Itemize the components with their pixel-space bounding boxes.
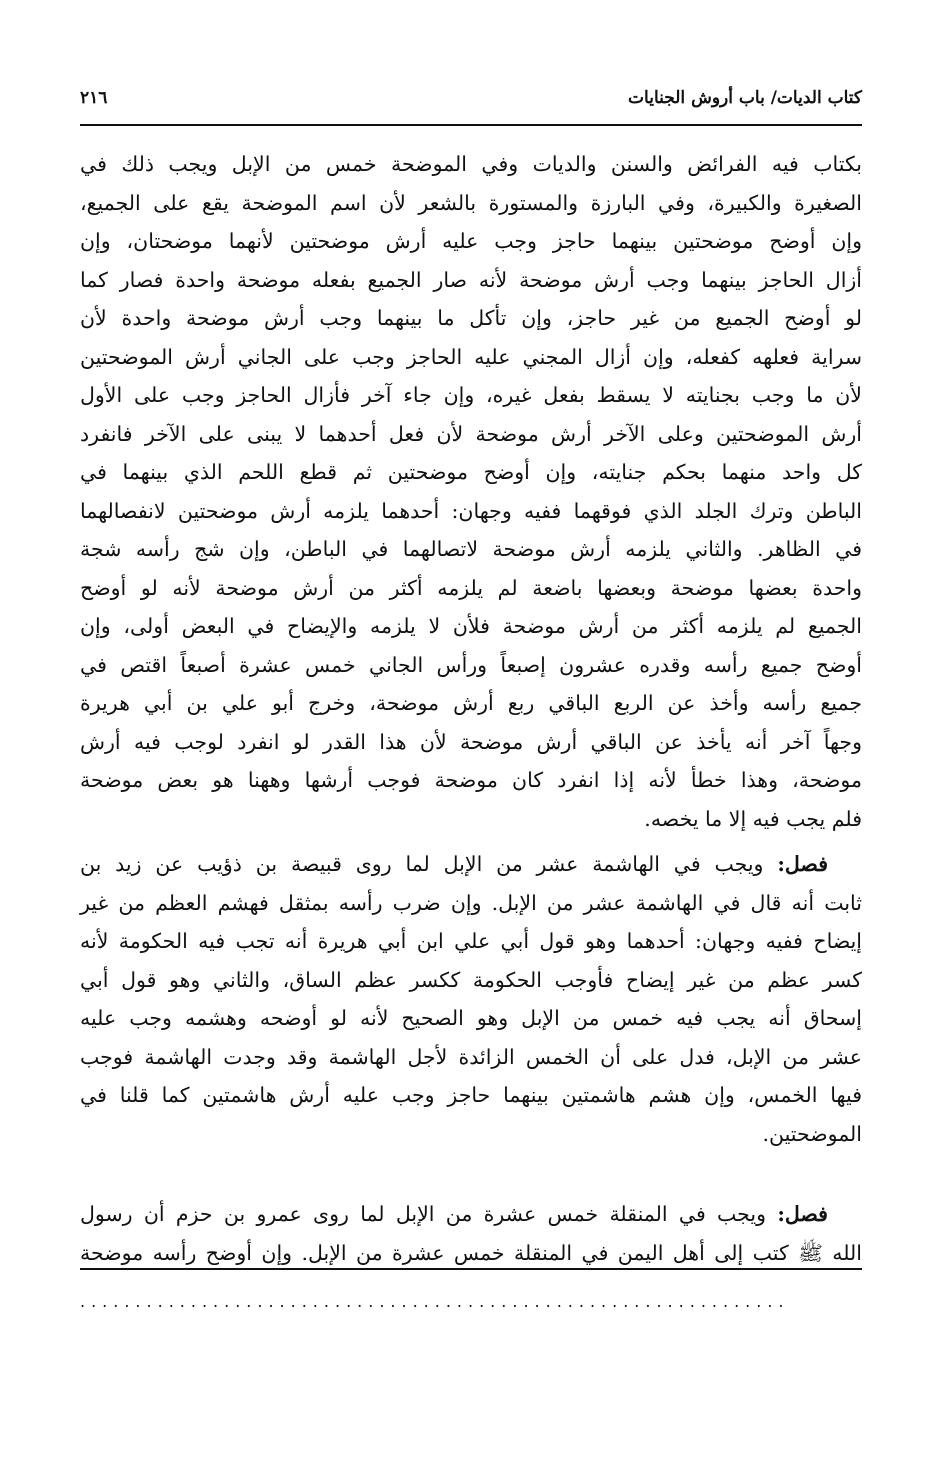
text-line [80,185,862,221]
line-text: ويجب في الهاشمة عشر من الإبل لما روى قبيصة بن ذؤيب عن زيد بن [80,852,764,876]
line-text: إسحاق أنه يجب فيه خمس من الإبل وهو الصحيح لأنه لو أوضحه وهشمه وجب عليه [80,1006,862,1030]
text-line [80,608,862,644]
text-line [80,1196,862,1232]
line-text: فيها الخمس، وإن هشم هاشمتين بينهما حاجز وجب عليه أرش هاشمتين كما قلنا في [80,1083,862,1107]
section-heading: فصل: [777,852,828,876]
line-text: موضحة، وهذا خطأ لأنه إذا انفرد كان موضحة فوجب أرشها وههنا هو بعض موضحة [80,768,862,792]
line-text: جميع رأسه وأخذ عن الربع الباقي ربع أرش موضحة، وخرج أبو علي بن أبي هريرة [80,691,862,715]
text-line [80,493,862,529]
text-line [80,416,862,452]
line-text: واحدة بعضها موضحة وبعضها باضعة لم يلزمه أكثر من أرش موضحة لأنه لو أوضح [80,575,862,600]
line-text: أرش الموضحتين وعلى الآخر أرش موضحة لأن فعل أحدهما لا يبنى على الآخر فانفرد [80,421,862,446]
footnote-rule [80,1268,862,1270]
text-line [80,262,862,298]
text-line [80,377,862,413]
header-title: كتاب الديات/ باب أروش الجنايات [628,88,862,108]
text-line [80,223,862,259]
running-header [80,88,862,118]
line-text: لو أوضح الجميع من غير حاجز، وإن تأكل ما بينهما وجب أرش موضحة واحدة لأن [80,306,862,330]
line-text: الله ﷺ كتب إلى أهل اليمن في المنقلة خمس عشرة من الإبل. وإن أوضح رأسه موضحة [80,1240,862,1265]
text-line [80,1235,862,1271]
line-text: أوضح جميع رأسه وقدره عشرون إصبعاً ورأس الجاني خمس عشرة أصبعاً اقتص في [80,652,862,677]
text-line [80,1039,862,1075]
page-number: ٢١٦ [80,88,108,108]
line-text: فلم يجب فيه إلا ما يخصه. [644,806,862,831]
line-text: بكتاب فيه الفرائض والسنن والديات وفي الموضحة خمس من الإبل ويجب ذلك في [80,152,862,176]
line-text: وجهاً آخر أنه يأخذ عن الباقي أرش موضحة لأن هذا القدر لو انفرد لوجب فيه أرش [80,729,862,754]
line-text: الجميع لم يلزمه أكثر من أرش موضحة فلأن لا يلزمه والإيضاح في البعض أولى، وإن [80,614,862,638]
line-text: لأن ما وجب بجنايته لا يسقط بفعل غيره، وإن جاء آخر فأزال الحاجز وجب على الأول [80,383,862,407]
text-line [80,885,862,921]
text-line [80,1077,862,1113]
text-line [80,531,862,567]
line-text: الصغيرة والكبيرة، وفي البارزة والمستورة بالشعر لأن اسم الموضحة يقع على الجميع، [80,190,862,215]
text-line [80,339,862,375]
line-text: عشر من الإبل، فدل على أن الخمس الزائدة لأجل الهاشمة وقد وجدت الهاشمة فوجب [80,1044,862,1069]
line-text: ويجب في المنقلة خمس عشرة من الإبل لما روى عمرو بن حزم أن رسول [80,1202,767,1226]
line-text: الموضحتين. [762,1121,862,1146]
text-line [80,1000,862,1036]
text-line [80,647,862,683]
text-line [80,146,862,182]
text-line [80,762,862,798]
line-text: في الظاهر. والثاني يلزمه أرش موضحة لاتصالهما في الباطن، وإن شج رأسه شجة [80,537,862,561]
text-line [80,801,862,837]
line-text: إيضاح ففيه وجهان: أحدهما وهو قول أبي علي ابن أبي هريرة أنه تجب فيه الحكومة لأنه [80,929,862,953]
text-line [80,454,862,490]
line-text: أزال الحاجز بينهما وجب أرش موضحة لأنه صار الجميع بفعله موضحة واحدة فصار كما [80,267,862,292]
text-line [80,846,862,882]
text-line [80,685,862,721]
line-text: كل واحد منهما بحكم جنايته، وإن أوضح موضحتين ثم قطع اللحم الذي بينهما في [80,460,862,484]
line-text: سراية فعلهه كفعله، وإن أزال المجني عليه الحاجز وجب على الجاني أرش الموضحتين [80,344,862,369]
line-text: كسر عظم من غير إيضاح فأوجب الحكومة ككسر عظم الساق، والثاني وهو قول أبي [80,967,862,992]
header-rule [80,124,862,126]
section-heading: فصل: [777,1202,828,1226]
text-line [80,300,862,336]
text-line [80,570,862,606]
text-line [80,1116,862,1152]
footnote-dots: ................................................................ [80,1292,790,1311]
line-text: ثابت أنه قال في الهاشمة عشر من الإبل. وإن ضرب رأسه بمثقل فهشم العظم من غير [80,890,862,915]
line-text: وإن أوضح موضحتين بينهما حاجز وجب عليه أرش موضحتين لأنهما موضحتان، وإن [80,229,862,253]
line-text: الباطن وترك الجلد الذي فوقهما ففيه وجهان: أحدهما يلزمه أرش موضحتين لانفصالهما [80,498,862,523]
text-line [80,923,862,959]
text-line [80,724,862,760]
text-line [80,962,862,998]
